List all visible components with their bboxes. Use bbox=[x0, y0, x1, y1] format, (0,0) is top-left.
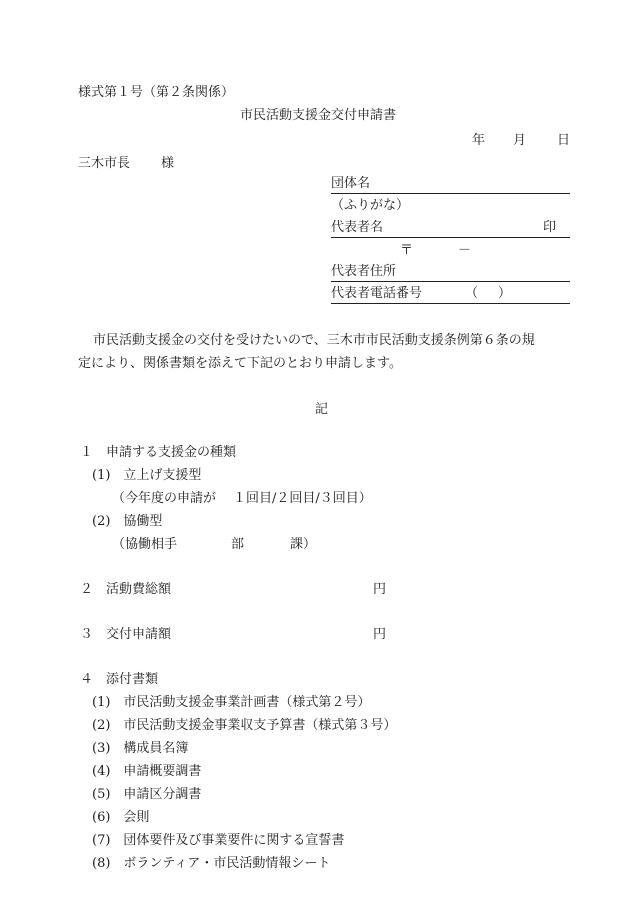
attachment-item: (7) 団体要件及び事業要件に関する宣誓書 bbox=[92, 833, 345, 848]
ki-heading: 記 bbox=[315, 402, 329, 417]
total-cost-unit: 円 bbox=[373, 582, 387, 597]
addressee-honorific: 様 bbox=[161, 156, 175, 171]
attachment-item: (2) 市民活動支援金事業収支予算書（様式第３号） bbox=[92, 718, 397, 733]
section-2-heading: ２ 活動費総額 bbox=[80, 582, 172, 597]
startup-note-label: （今年度の申請が bbox=[112, 491, 217, 506]
attachment-item: (1) 市民活動支援金事業計画書（様式第２号） bbox=[92, 695, 371, 710]
attachment-item: (4) 申請概要調書 bbox=[92, 764, 202, 779]
postal-dash: － bbox=[458, 243, 472, 258]
seal-mark: 印 bbox=[543, 220, 557, 235]
form-number: 様式第１号（第２条関係） bbox=[78, 85, 235, 100]
document-title: 市民活動支援金交付申請書 bbox=[240, 108, 397, 123]
collab-note-dept: 部 bbox=[231, 537, 245, 552]
addressee-name: 三木市長 bbox=[78, 156, 131, 171]
body-line-1: 市民活動支援金の交付を受けたいので、三木市市民活動支援条例第６条の規 bbox=[93, 333, 535, 348]
group-name-label: 団体名 bbox=[331, 176, 371, 191]
support-type-collaboration: (2) 協働型 bbox=[92, 514, 163, 529]
phone-paren-open: （ bbox=[465, 286, 479, 301]
attachment-item: (3) 構成員名簿 bbox=[92, 741, 189, 756]
representative-label: 代表者名 bbox=[331, 220, 384, 235]
collab-note-label: （協働相手 bbox=[112, 537, 178, 552]
furigana-label: （ふりがな） bbox=[331, 198, 410, 213]
collab-note-section: 課） bbox=[290, 537, 317, 552]
representative-field bbox=[331, 221, 570, 238]
phone-label: 代表者電話番号 bbox=[331, 286, 423, 301]
date-year: 年 bbox=[472, 133, 486, 148]
startup-note-options: １回目/２回目/３回目） bbox=[233, 491, 372, 506]
section-3-heading: ３ 交付申請額 bbox=[80, 627, 172, 642]
attachment-item: (5) 申請区分調書 bbox=[92, 787, 202, 802]
date-month: 月 bbox=[513, 133, 527, 148]
body-line-2: 定により、関係書類を添えて下記のとおり申請します。 bbox=[78, 356, 402, 371]
date-day: 日 bbox=[557, 133, 571, 148]
attachment-item: (6) 会則 bbox=[92, 810, 150, 825]
attachment-item: (8) ボランティア・市民活動情報シート bbox=[92, 856, 331, 871]
address-label: 代表者住所 bbox=[331, 264, 397, 279]
group-name-field bbox=[331, 177, 570, 194]
phone-paren-close: ） bbox=[498, 286, 512, 301]
requested-amount-unit: 円 bbox=[373, 627, 387, 642]
section-1-heading: １ 申請する支援金の種類 bbox=[80, 445, 237, 460]
support-type-startup: (1) 立上げ支援型 bbox=[92, 468, 202, 483]
address-field bbox=[331, 265, 570, 282]
section-4-heading: ４ 添付書類 bbox=[80, 672, 159, 687]
postal-mark: 〒 bbox=[400, 243, 414, 258]
phone-field bbox=[331, 287, 570, 304]
